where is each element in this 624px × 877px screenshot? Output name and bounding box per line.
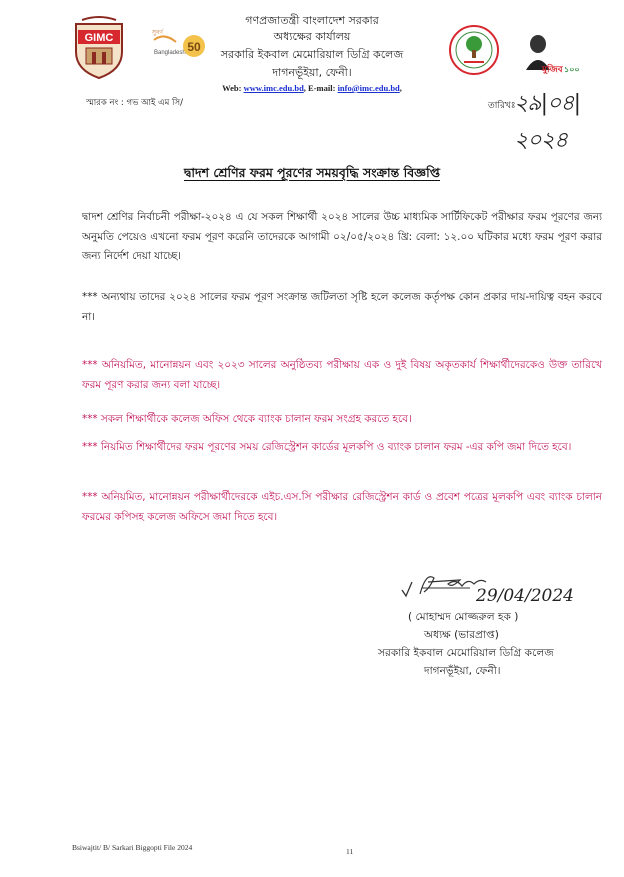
svg-text:GIMC: GIMC bbox=[84, 32, 114, 44]
header-office: অধ্যক্ষের কার্যালয় bbox=[273, 30, 351, 43]
svg-text:Bangladesh: Bangladesh bbox=[154, 50, 186, 56]
svg-text:মুজিব: মুজিব bbox=[542, 64, 563, 74]
svg-text:সুবর্ণ: সুবর্ণ bbox=[152, 30, 163, 36]
date-value: ২৯|০৪|২০২৪ bbox=[514, 91, 580, 153]
note-1: *** অনিয়মিত, মানোন্নয়ন এবং ২০২৩ সালের অনুষ্ঠিতব্য পরীক্ষায় এক ও দুই বিষয় অকৃতকার্য শিক্ষার্থীদেরকেও উক্ত তারিখে ফরম পূরণ করার জন্য বলা যাচ্ছে। bbox=[82, 359, 602, 391]
signatory-college: সরকারি ইকবাল মেমোরিয়াল ডিগ্রি কলেজ bbox=[378, 647, 554, 659]
page-number: 11 bbox=[346, 847, 354, 856]
note-3: *** নিয়মিত শিক্ষার্থীদের ফরম পূরণের সময় রেজিস্ট্রেশন কার্ডের মূলকপি ও ব্যাংক চালান ফরম -এর কপি জমা দিতে হবে। bbox=[82, 441, 572, 453]
body-paragraph-2: *** অন্যথায় তাদের ২০২৪ সালের ফরম পূরণ সংক্রান্ত জটিলতা সৃষ্টি হলে কলেজ কর্তৃপক্ষ কোন প্রকার দায়-দায়িত্ব বহন করবে না। bbox=[82, 291, 602, 323]
note-4: *** অনিয়মিত, মানোন্নয়ন পরীক্ষার্থীদেরকে এইচ.এস.সি পরীক্ষার রেজিস্ট্রেশন কার্ড ও প্রবেশ পত্রের মূলকপি এবং ব্যাংক চালান ফরমের কপিসহ কলেজ অফিসে জমা দিতে হবে। bbox=[82, 491, 602, 523]
memo-number: স্মারক নং : গভ আই এম সি/ bbox=[86, 98, 183, 108]
note-2: *** সকল শিক্ষার্থীকে কলেজ অফিস থেকে ব্যাংক চালান ফরম সংগ্রহ করতে হবে। bbox=[82, 413, 412, 425]
header-contact: Web: www.imc.edu.bd, E-mail: info@imc.edu.bd, bbox=[222, 83, 402, 93]
header-location: দাগনভূঁইয়া, ফেনী। bbox=[272, 66, 352, 79]
signatory-location: দাগনভূঁইয়া, ফেনী। bbox=[424, 665, 501, 677]
header-gov: গণপ্রজাতন্ত্রী বাংলাদেশ সরকার bbox=[245, 14, 379, 27]
date-label: তারিখঃ bbox=[488, 101, 516, 111]
email-link[interactable]: info@imc.edu.bd bbox=[337, 83, 400, 93]
website-link[interactable]: www.imc.edu.bd bbox=[243, 83, 304, 93]
signature-date: 29/04/2024 bbox=[476, 586, 574, 606]
web-label: Web: bbox=[222, 83, 242, 93]
body-paragraph-1: দ্বাদশ শ্রেণির নির্বাচনী পরীক্ষা-২০২৪ এ যে সকল শিক্ষার্থী ২০২৪ সালের উচ্চ মাধ্যমিক সার্টিফিকেট পরীক্ষার ফরম পূরণের জন্য অনুমতি পেয়েও এখনো ফরম পূরণ করেনি তাদেরকে আগামী ০২/০৫/২০২৪ খ্রি: বেলা: ১২.০০ ঘটিকার মধ্যে ফরম পূরণ করার জন্য নির্দেশ দেয়া যাচ্ছে। bbox=[82, 211, 602, 262]
email-label: , E-mail: bbox=[303, 83, 336, 93]
notice-title bbox=[0, 162, 624, 185]
notice-title-text: দ্বাদশ শ্রেণির ফরম পূরণের সময়বৃদ্ধি সংক্রান্ত বিজ্ঞপ্তি bbox=[183, 165, 440, 180]
footer-file-path: Bsiwajtit/ B/ Sarkari Biggopti File 2024 bbox=[72, 843, 193, 852]
svg-text:50: 50 bbox=[187, 40, 201, 54]
svg-text:১০০: ১০০ bbox=[564, 65, 580, 74]
header-college: সরকারি ইকবাল মেমোরিয়াল ডিগ্রি কলেজ bbox=[220, 48, 404, 61]
signatory-designation: অধ্যক্ষ (ভারপ্রাপ্ত) bbox=[424, 629, 499, 641]
signatory-name: ( মোহাম্মদ মোজ্জরুল হক ) bbox=[408, 611, 519, 623]
